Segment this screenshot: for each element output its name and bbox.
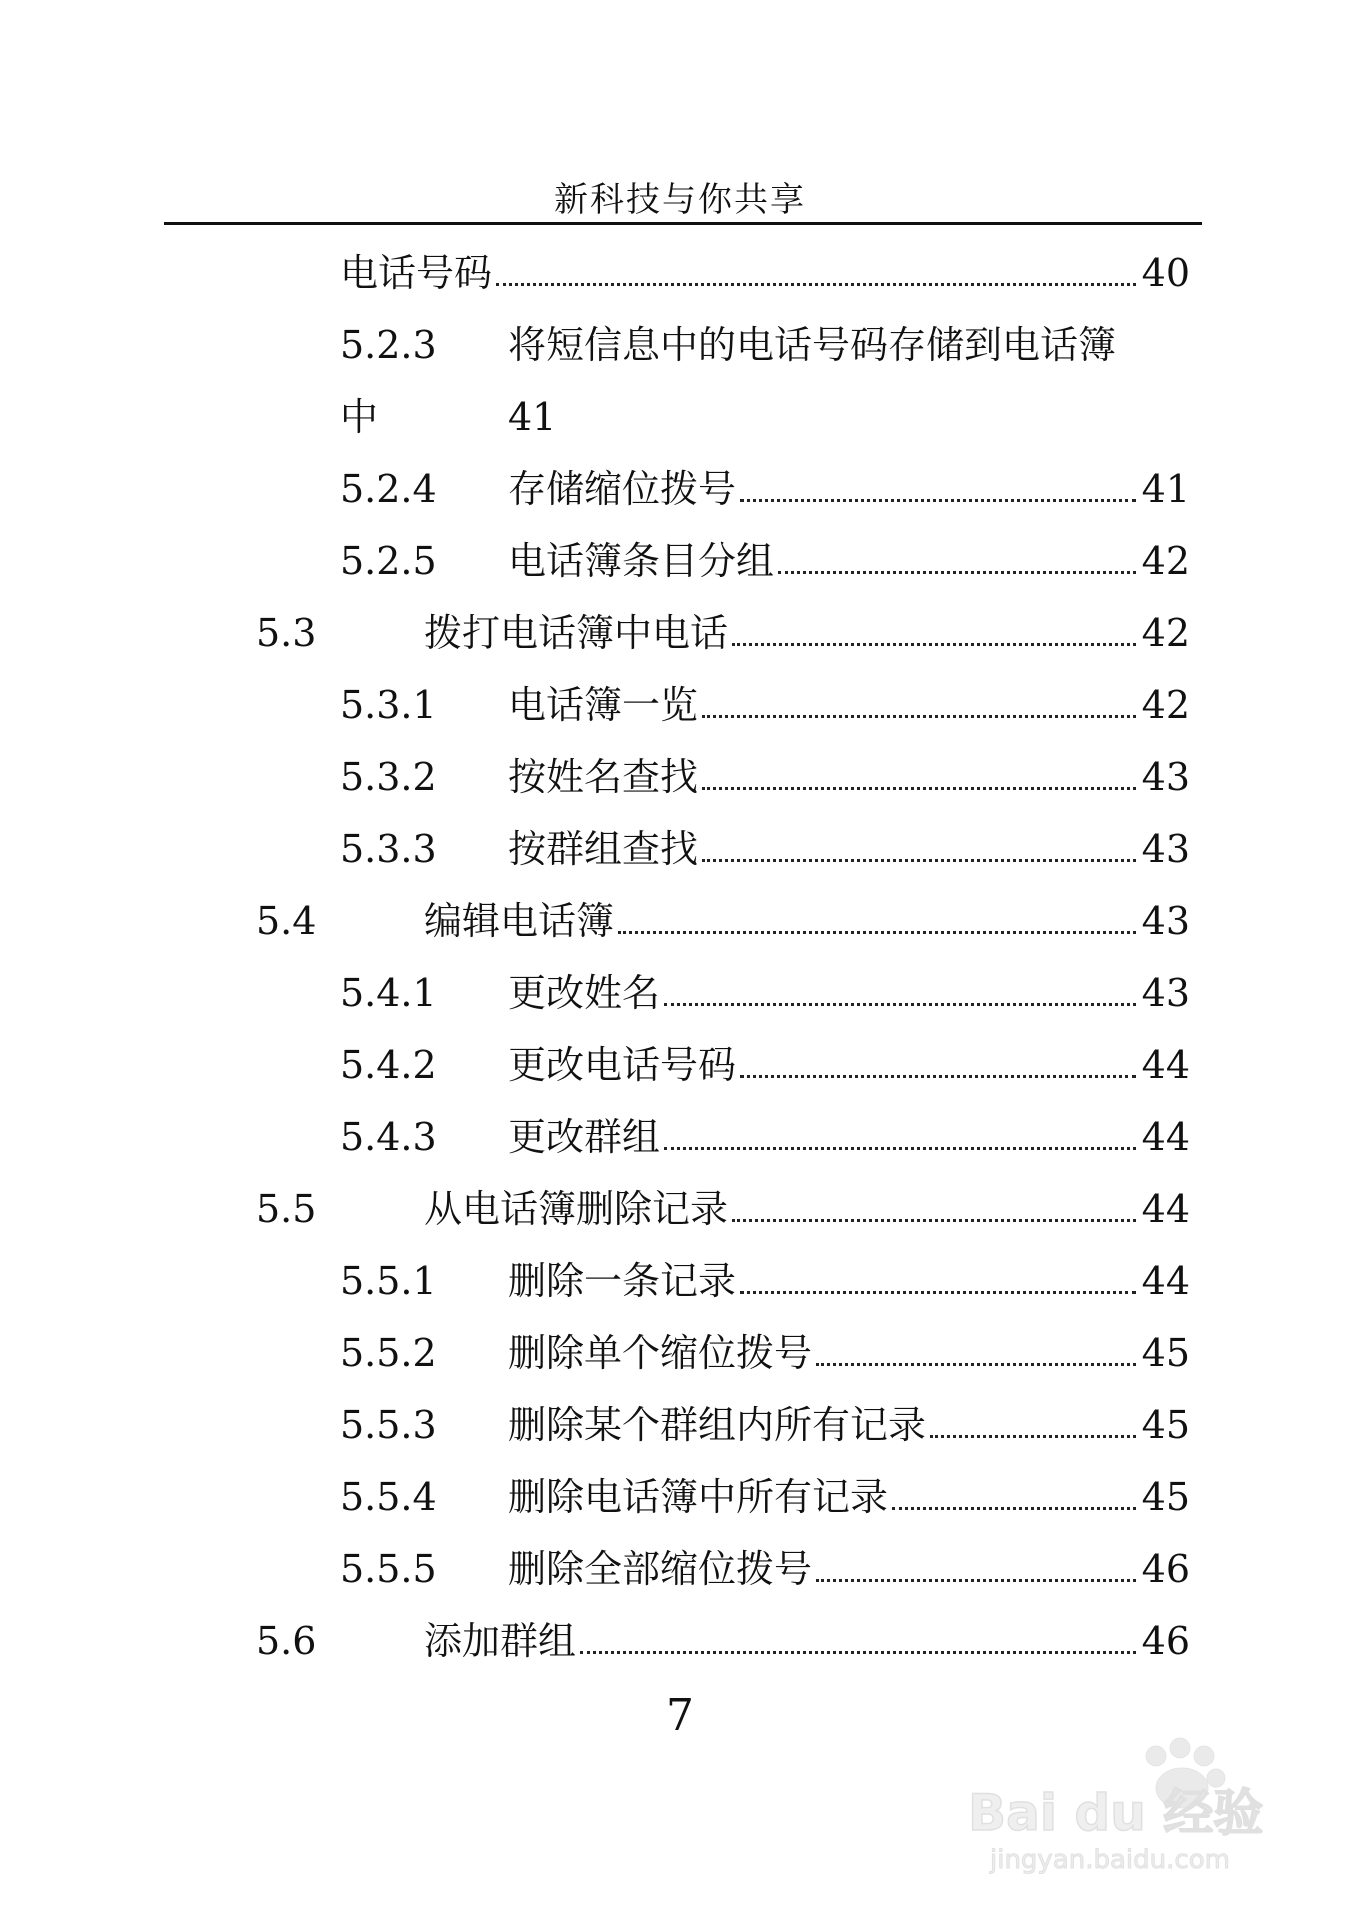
toc-page-number: 43 bbox=[1141, 755, 1190, 799]
toc-section-number: 5.6 bbox=[256, 1619, 317, 1663]
toc-dot-leader bbox=[816, 1579, 1136, 1582]
toc-page-number: 42 bbox=[1141, 539, 1190, 583]
toc-row bbox=[0, 520, 1360, 583]
toc-section-number: 5.5.4 bbox=[340, 1475, 437, 1519]
toc-dot-leader bbox=[732, 1219, 1136, 1222]
toc-entry-title: 电话簿条目分组 bbox=[508, 539, 775, 583]
paw-pad-3 bbox=[1194, 1746, 1214, 1766]
toc-entry-title: 从电话簿删除记录 bbox=[424, 1187, 729, 1231]
toc-section-number: 5.5.2 bbox=[340, 1331, 437, 1375]
toc-row bbox=[0, 1528, 1360, 1591]
toc-section-number: 5.4 bbox=[256, 899, 317, 943]
toc-section-number: 中 bbox=[340, 395, 379, 439]
toc-dot-leader bbox=[664, 1147, 1136, 1150]
toc-section-number: 5.3.2 bbox=[340, 755, 437, 799]
toc-page-number: 45 bbox=[1141, 1475, 1190, 1519]
watermark-url: jingyan.baidu.com bbox=[990, 1845, 1230, 1875]
toc-page-number: 43 bbox=[1141, 899, 1190, 943]
toc-dot-leader bbox=[702, 787, 1136, 790]
running-header: 新科技与你共享 bbox=[554, 180, 806, 220]
toc-dot-leader bbox=[732, 643, 1136, 646]
toc-page-number: 43 bbox=[1141, 827, 1190, 871]
toc-dot-leader bbox=[496, 283, 1136, 286]
toc-entry-title: 41 bbox=[508, 395, 557, 439]
toc-row bbox=[0, 952, 1360, 1015]
toc-row bbox=[0, 1024, 1360, 1087]
toc-entry-title: 添加群组 bbox=[424, 1619, 577, 1663]
toc-page-number: 42 bbox=[1141, 683, 1190, 727]
toc-entry-title: 更改电话号码 bbox=[508, 1043, 737, 1087]
toc-section-number: 5.4.1 bbox=[340, 971, 437, 1015]
baidu-jingyan-watermark bbox=[958, 1718, 1298, 1888]
toc-row bbox=[0, 1240, 1360, 1303]
paw-pad-2 bbox=[1170, 1738, 1190, 1758]
toc-entry-title: 更改群组 bbox=[508, 1115, 661, 1159]
header-rule bbox=[164, 222, 1202, 225]
toc-dot-leader bbox=[702, 859, 1136, 862]
toc-page-number: 46 bbox=[1141, 1619, 1190, 1663]
toc-dot-leader bbox=[618, 931, 1136, 934]
page-number: 7 bbox=[666, 1690, 694, 1741]
toc-section-number: 5.5.3 bbox=[340, 1403, 437, 1447]
toc-entry-title: 删除全部缩位拨号 bbox=[508, 1547, 813, 1591]
toc-entry-title: 将短信息中的电话号码存储到电话簿 bbox=[508, 323, 1117, 367]
toc-dot-leader bbox=[702, 715, 1136, 718]
toc-entry-title: 拨打电话簿中电话 bbox=[424, 611, 729, 655]
toc-entry-title: 删除一条记录 bbox=[508, 1259, 737, 1303]
toc-dot-leader bbox=[740, 1291, 1136, 1294]
toc-row bbox=[0, 1600, 1360, 1663]
toc-section-number: 5.3.1 bbox=[340, 683, 437, 727]
toc-entry-title: 按姓名查找 bbox=[508, 755, 699, 799]
toc-section-number: 5.4.2 bbox=[340, 1043, 437, 1087]
toc-dot-leader bbox=[892, 1507, 1136, 1510]
toc-page-number: 44 bbox=[1141, 1115, 1190, 1159]
toc-page-number: 41 bbox=[1141, 467, 1190, 511]
toc-row bbox=[0, 736, 1360, 799]
toc-page-number: 45 bbox=[1141, 1331, 1190, 1375]
toc-dot-leader bbox=[740, 499, 1136, 502]
toc-section-number: 5.2.4 bbox=[340, 467, 437, 511]
toc-entry-title: 电话簿一览 bbox=[508, 683, 699, 727]
toc-dot-leader bbox=[778, 571, 1136, 574]
toc-row bbox=[0, 448, 1360, 511]
toc-entry-title: 编辑电话簿 bbox=[424, 899, 615, 943]
toc-row bbox=[0, 1456, 1360, 1519]
toc-row bbox=[0, 1384, 1360, 1447]
toc-section-number: 5.2.5 bbox=[340, 539, 437, 583]
toc-dot-leader bbox=[816, 1363, 1136, 1366]
toc-page-number: 40 bbox=[1141, 251, 1190, 295]
paw-pad-1 bbox=[1146, 1746, 1166, 1766]
toc-section-number: 5.5 bbox=[256, 1187, 317, 1231]
toc-section-number: 5.3 bbox=[256, 611, 317, 655]
toc-entry-title: 删除电话簿中所有记录 bbox=[508, 1475, 889, 1519]
toc-entry-title: 按群组查找 bbox=[508, 827, 699, 871]
watermark-brand: Bai du 经验 bbox=[968, 1784, 1264, 1842]
toc-dot-leader bbox=[740, 1075, 1136, 1078]
toc-page-number: 44 bbox=[1141, 1043, 1190, 1087]
toc-row bbox=[0, 880, 1360, 943]
toc-row bbox=[0, 808, 1360, 871]
toc-row bbox=[0, 232, 1360, 295]
toc-row bbox=[0, 304, 1360, 367]
toc-entry-title: 存储缩位拨号 bbox=[508, 467, 737, 511]
toc-row bbox=[0, 1096, 1360, 1159]
toc-entry-title: 删除某个群组内所有记录 bbox=[508, 1403, 927, 1447]
toc-page-number: 42 bbox=[1141, 611, 1190, 655]
toc-section-number: 5.4.3 bbox=[340, 1115, 437, 1159]
toc-dot-leader bbox=[930, 1435, 1136, 1438]
toc-section-number: 5.2.3 bbox=[340, 323, 437, 367]
toc-row bbox=[0, 664, 1360, 727]
toc-page-number: 44 bbox=[1141, 1187, 1190, 1231]
toc-row bbox=[0, 1312, 1360, 1375]
toc-section-number: 5.3.3 bbox=[340, 827, 437, 871]
toc-page-number: 43 bbox=[1141, 971, 1190, 1015]
toc-row bbox=[0, 592, 1360, 655]
toc-page-number: 46 bbox=[1141, 1547, 1190, 1591]
toc-entry-title: 删除单个缩位拨号 bbox=[508, 1331, 813, 1375]
toc-page-number: 45 bbox=[1141, 1403, 1190, 1447]
toc-dot-leader bbox=[664, 1003, 1136, 1006]
toc-entry-title: 更改姓名 bbox=[508, 971, 661, 1015]
toc-entry-title: 电话号码 bbox=[340, 251, 493, 295]
toc-row bbox=[0, 376, 1360, 439]
toc-row bbox=[0, 1168, 1360, 1231]
toc-page-number: 44 bbox=[1141, 1259, 1190, 1303]
toc-section-number: 5.5.5 bbox=[340, 1547, 437, 1591]
toc-dot-leader bbox=[580, 1651, 1136, 1654]
toc-section-number: 5.5.1 bbox=[340, 1259, 437, 1303]
